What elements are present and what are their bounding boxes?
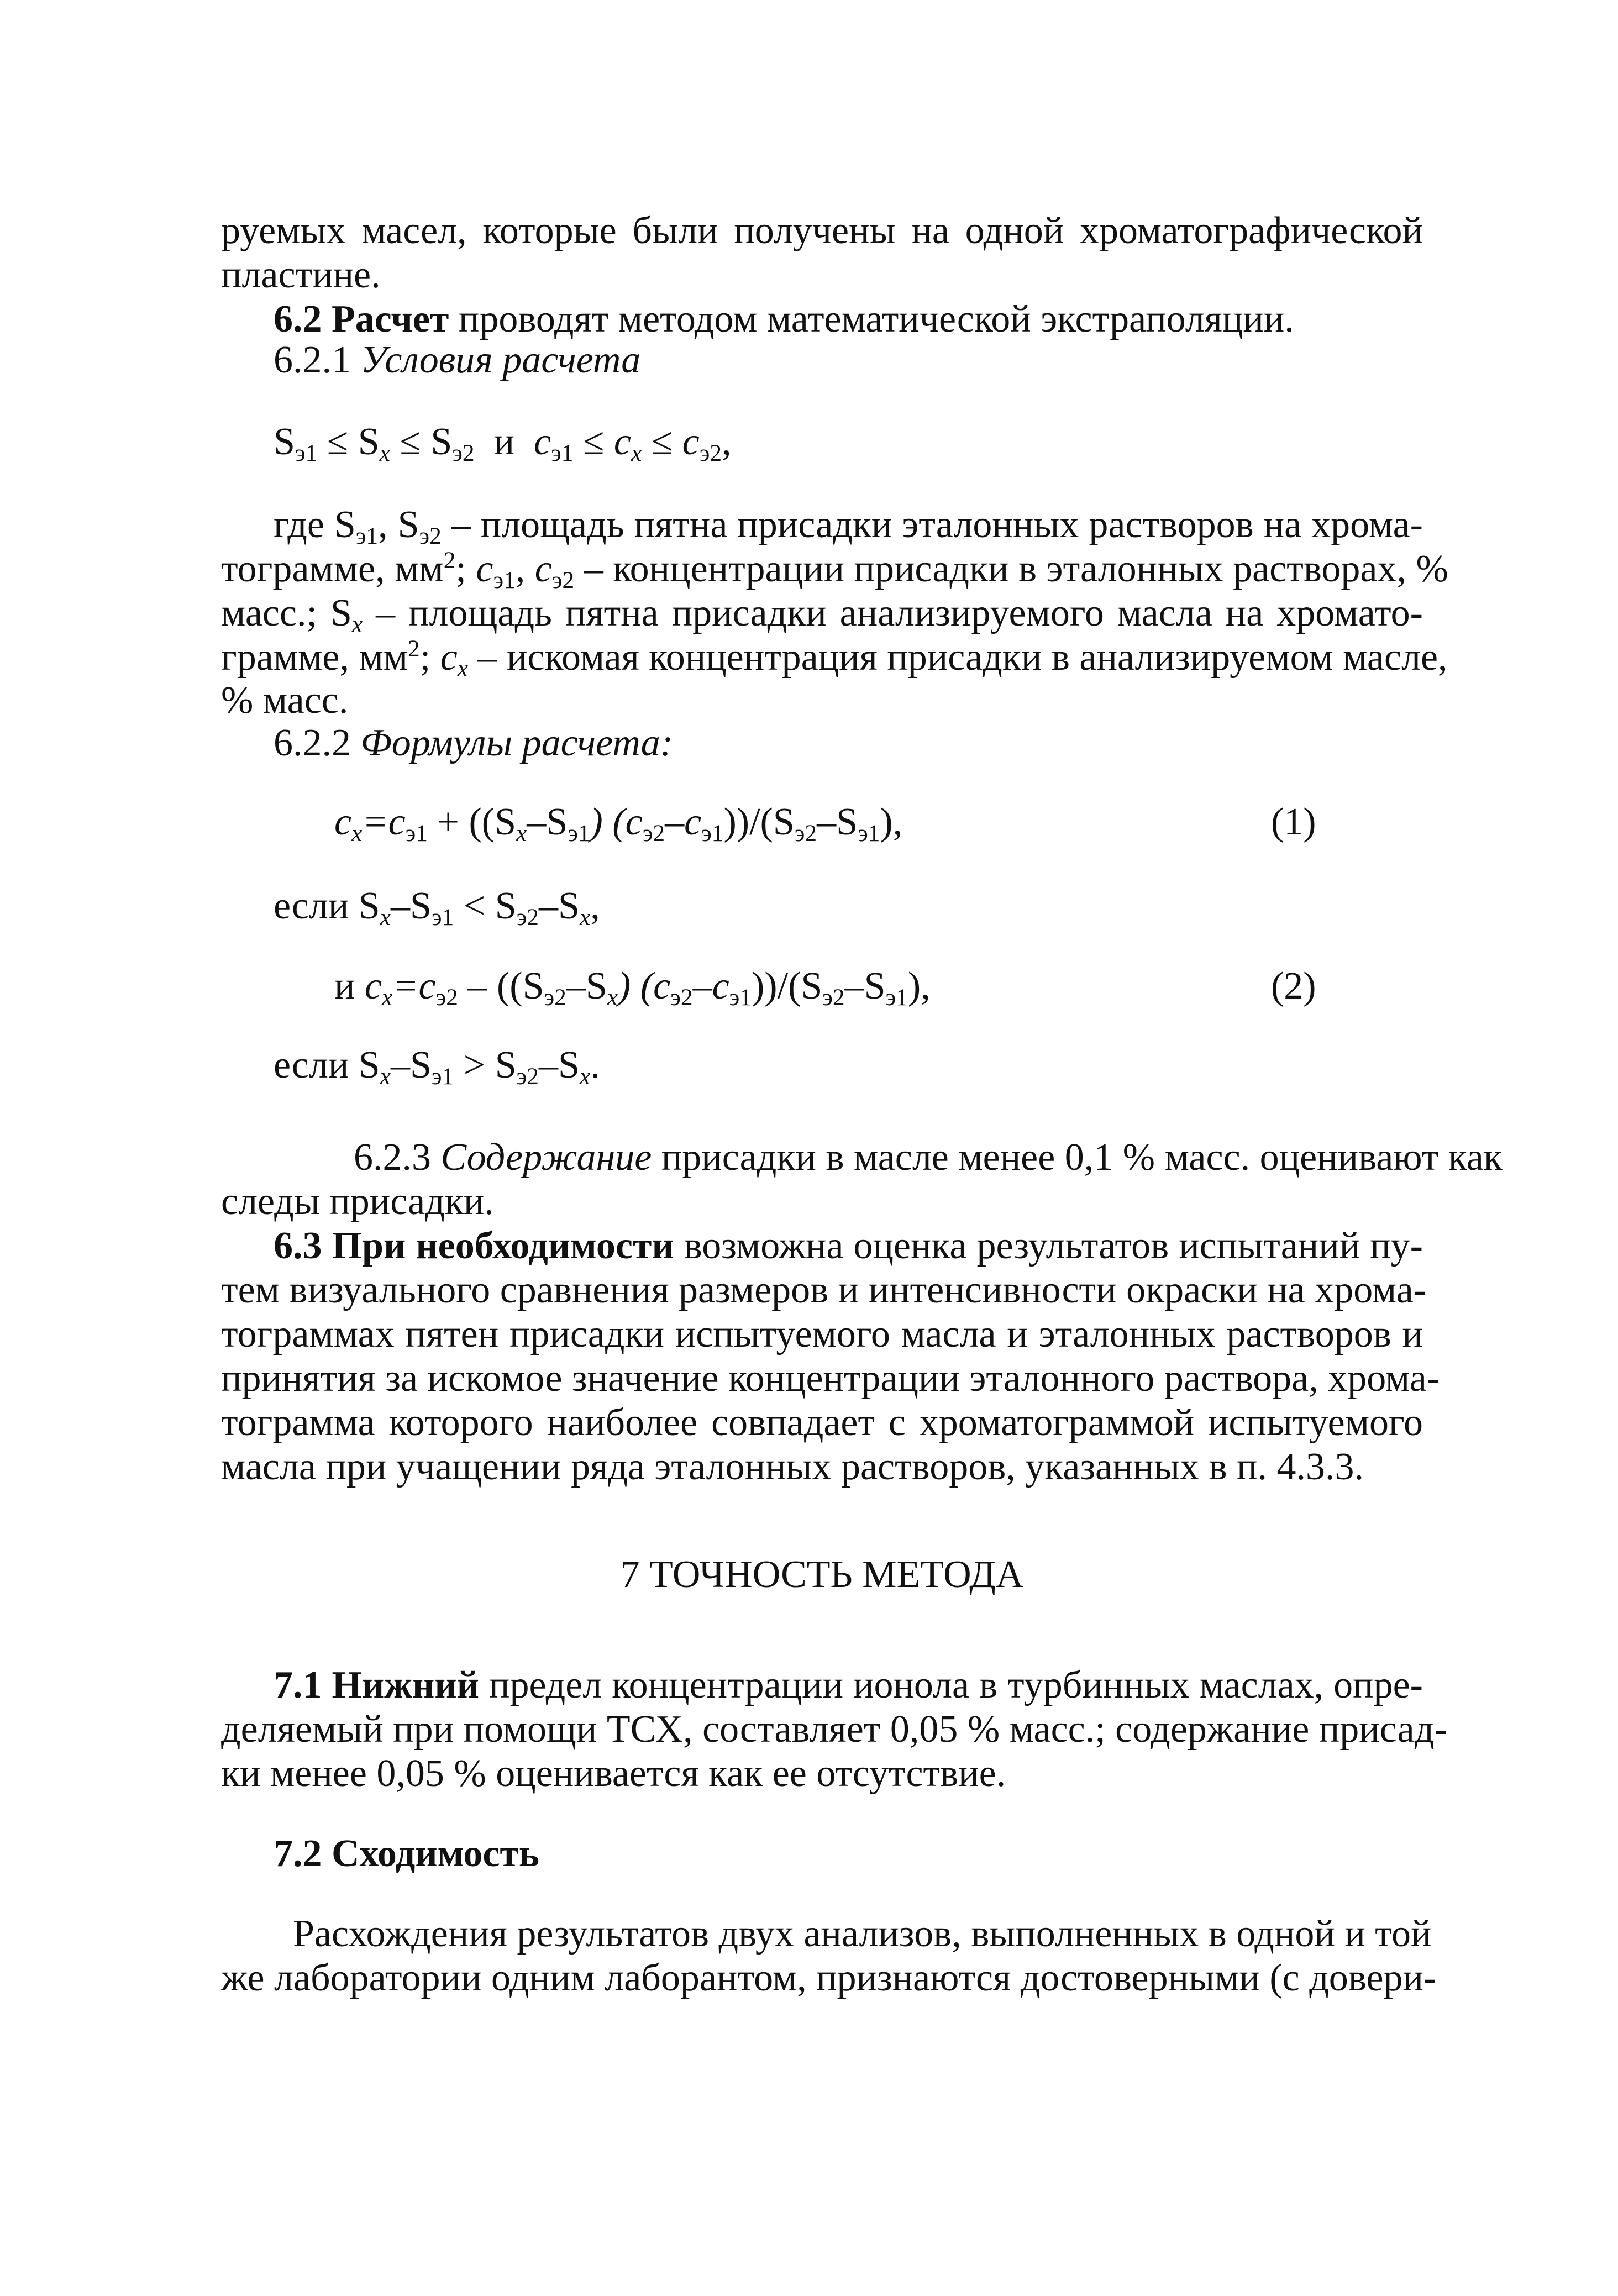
clause-6-3: 6.3 При необходимости возможна оценка результатов испытаний пу- (274, 1225, 1423, 1267)
paragraph-line: деляемый при помощи ТСХ, составляет 0,05 % масс.; содержание присад- (221, 1708, 1447, 1751)
clause-7-2-heading: 7.2 Сходимость (274, 1832, 539, 1875)
condition-1: если $S_x-S_{э1} < S_{э2}-S_x$, (274, 885, 600, 931)
definition-line: % масс. (221, 679, 349, 722)
paragraph-line: тограмма которого наиболее совпадает с хроматограммой испытуемого (221, 1401, 1423, 1444)
definition-line: масс.; $S_x$ – площадь пятна присадки анализируемого масла на хромато- (221, 592, 1423, 638)
definition-line: грамме, $мм^2$; $c_x$ – искомая концентрация присадки в анализируемом масле, (221, 635, 1448, 682)
paragraph-line: принятия за искомое значение концентрации эталонного раствора, хрома- (221, 1357, 1440, 1400)
condition-formula: $S_{э1} \le S_x \le S_{э2}$ и $c_{э1} \le c_x \le c_{э2}$, (274, 421, 732, 467)
clause-6-2: 6.2 Расчет проводят методом математической экстраполяции. (274, 298, 1294, 340)
paragraph-line: ки менее 0,05 % оценивается как ее отсутствие. (221, 1752, 1006, 1795)
condition-2: если $S_x-S_{э1} > S_{э2}-S_x$. (274, 1044, 600, 1090)
clause-6-2-1: 6.2.1 Условия расчета (274, 339, 641, 381)
equation-2: и $c_x=c_{э2} - ((S_{э2}-S_x)$ $(c_{э2}-c_{э1}))/(S_{э2}-S_{э1})$, (334, 965, 931, 1011)
equation-1-number: (1) (1271, 801, 1316, 843)
paragraph-line: масла при учащении ряда эталонных растворов, указанных в п. 4.3.3. (221, 1446, 1364, 1488)
paragraph-line: пластине. (221, 254, 381, 296)
clause-7-1: 7.1 Нижний предел концентрации ионола в турбинных маслах, опре- (274, 1664, 1423, 1706)
paragraph-line: тем визуального сравнения размеров и интенсивности окраски на хрома- (221, 1269, 1427, 1311)
paragraph-line: руемых масел, которые были получены на одной хроматографической (221, 209, 1423, 252)
definition-line: где $S_{э1}$, $S_{э2}$ – площадь пятна присадки эталонных растворов на хрома- (274, 503, 1423, 550)
equation-2-number: (2) (1271, 965, 1316, 1007)
paragraph-line: Расхождения результатов двух анализов, выполненных в одной и той (293, 1913, 1432, 1955)
section-7-heading: 7 ТОЧНОСТЬ МЕТОДА (620, 1553, 1024, 1596)
paragraph-line: следы присадки. (221, 1180, 494, 1223)
paragraph-line: тограммах пятен присадки испытуемого масла и эталонных растворов и (221, 1313, 1423, 1355)
definition-line: тограмме, $мм^2$; $c_{э1}$, $c_{э2}$ – концентрации присадки в эталонных растворах, % (221, 547, 1448, 594)
paragraph-line: же лаборатории одним лаборантом, признаются достоверными (с довери- (221, 1957, 1437, 1999)
clause-6-2-2: 6.2.2 Формулы расчета: (274, 722, 674, 764)
equation-1: $c_x=c_{э1} + ((S_x-S_{э1})$ $(c_{э2}-c_{э1}))/(S_{э2}-S_{э1})$, (334, 801, 903, 847)
clause-6-2-3: 6.2.3 Содержание присадки в масле менее 0,1 % масс. оценивают как (354, 1136, 1503, 1179)
